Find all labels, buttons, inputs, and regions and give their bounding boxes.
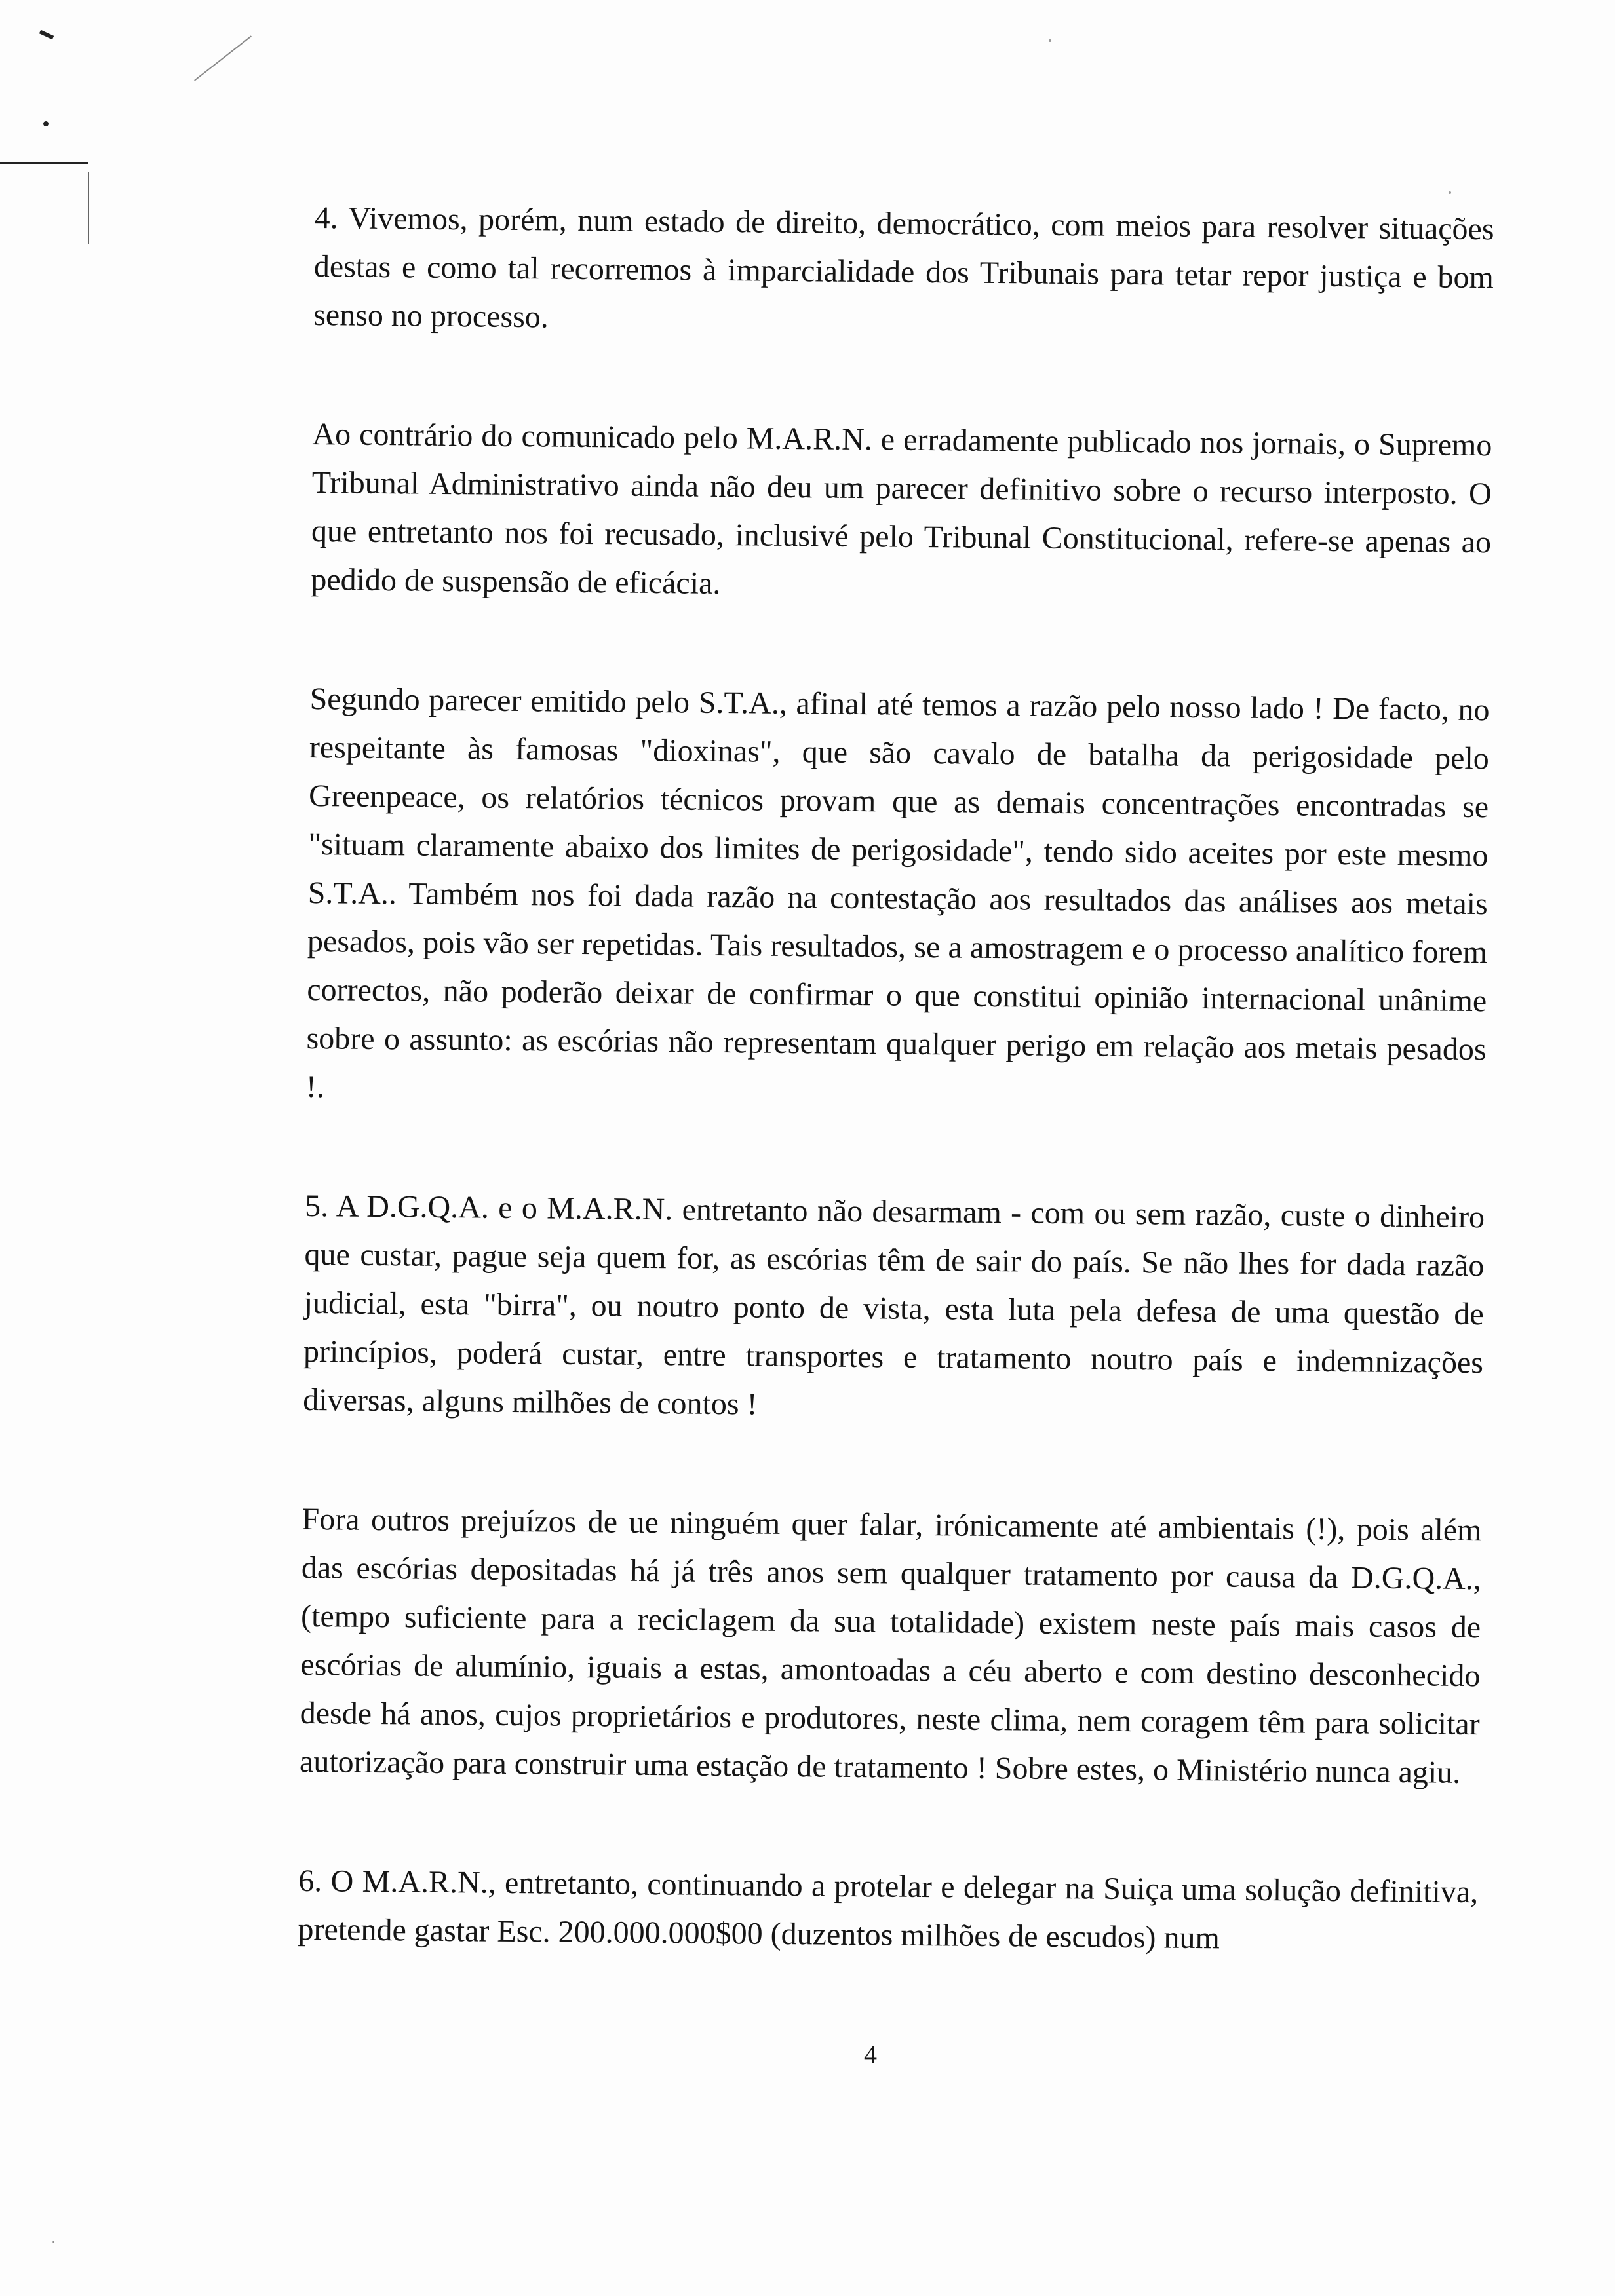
- scan-mark-diagonal: [194, 35, 252, 81]
- scan-mark-line: [0, 162, 88, 164]
- scan-speck: [1449, 191, 1451, 194]
- paragraph-4: 4. Vivemos, porém, num estado de direito, democrático, com meios para resolver situações destas e como tal recorremos à imparcialidade dos Tribunais para tetar repor justiça e bom senso no processo.: [313, 200, 1494, 335]
- paragraph-5: 5. A D.G.Q.A. e o M.A.R.N. entretanto não desarmam - com ou sem razão, custe o dinheiro que custar, pague seja quem for, as escórias têm de sair do país. Se não lhes for dada razão judicial, esta "birra", ou noutro ponto de vista, esta luta pela defesa de uma questão de princípios, poderá custar, entre transportes e tratamento noutro país e indemnizações diversas, alguns milhões de contos !: [303, 1188, 1485, 1422]
- document-body: [298, 194, 1494, 1965]
- paragraph-other-losses: Fora outros prejuízos de ue ninguém quer falar, irónicamente até ambientais (!), pois além das escórias depositadas há já três anos sem qualquer tratamento por causa da D.G.Q.A., (tempo suficiente para a reciclagem da sua totalidade) existem neste país mais casos de escórias de alumínio, iguais a estas, amontoadas a céu aberto e com destino desconhecido desde há anos, cujos proprietários e produtores, neste clima, nem coragem têm para solicitar autorização para construir uma estação de tratamento ! Sobre estes, o Ministério nunca agiu.: [299, 1501, 1482, 1790]
- scan-speck: [52, 2241, 54, 2243]
- paragraph-6: 6. O M.A.R.N., entretanto, continuando a protelar e delegar na Suiça uma solução definitiva, pretende gastar Esc. 200.000.000$00 (duzentos milhões de escudos) num: [298, 1863, 1479, 1956]
- paragraph-sta-opinion: Segundo parecer emitido pelo S.T.A., afinal até temos a razão pelo nosso lado ! De facto, no respeitante às famosas "dioxinas", que são cavalo de batalha da perigosidade pelo Greenpeace, os relatórios técnicos provam que as demais concentrações encontradas se "situam claramente abaixo dos limites de perigosidade", tendo sido aceites por este mesmo S.T.A.. Também nos foi dada razão na contestação aos resultados das análises aos metais pesados, pois vão ser repetidas. Tais resultados, se a amostragem e o processo analítico forem correctos, não poderão deixar de confirmar o que constitui opinião internacional unânime sobre o assunto: as escórias não representam qualquer perigo em relação aos metais pesados !.: [305, 681, 1490, 1105]
- scan-speck: [1049, 39, 1051, 42]
- scan-mark-top-left: [39, 30, 54, 40]
- scan-mark-vertical: [88, 172, 89, 244]
- paragraph-marn-communique: Ao contrário do comunicado pelo M.A.R.N. e erradamente publicado nos jornais, o Supremo Tribunal Administrativo ainda não deu um parecer definitivo sobre o recurso interposto. O que entretanto nos foi recusado, inclusivé pelo Tribunal Constitucional, refere-se apenas ao pedido de suspensão de eficácia.: [311, 416, 1492, 601]
- page-number: 4: [864, 2040, 877, 2069]
- scan-mark-dot: [43, 121, 49, 126]
